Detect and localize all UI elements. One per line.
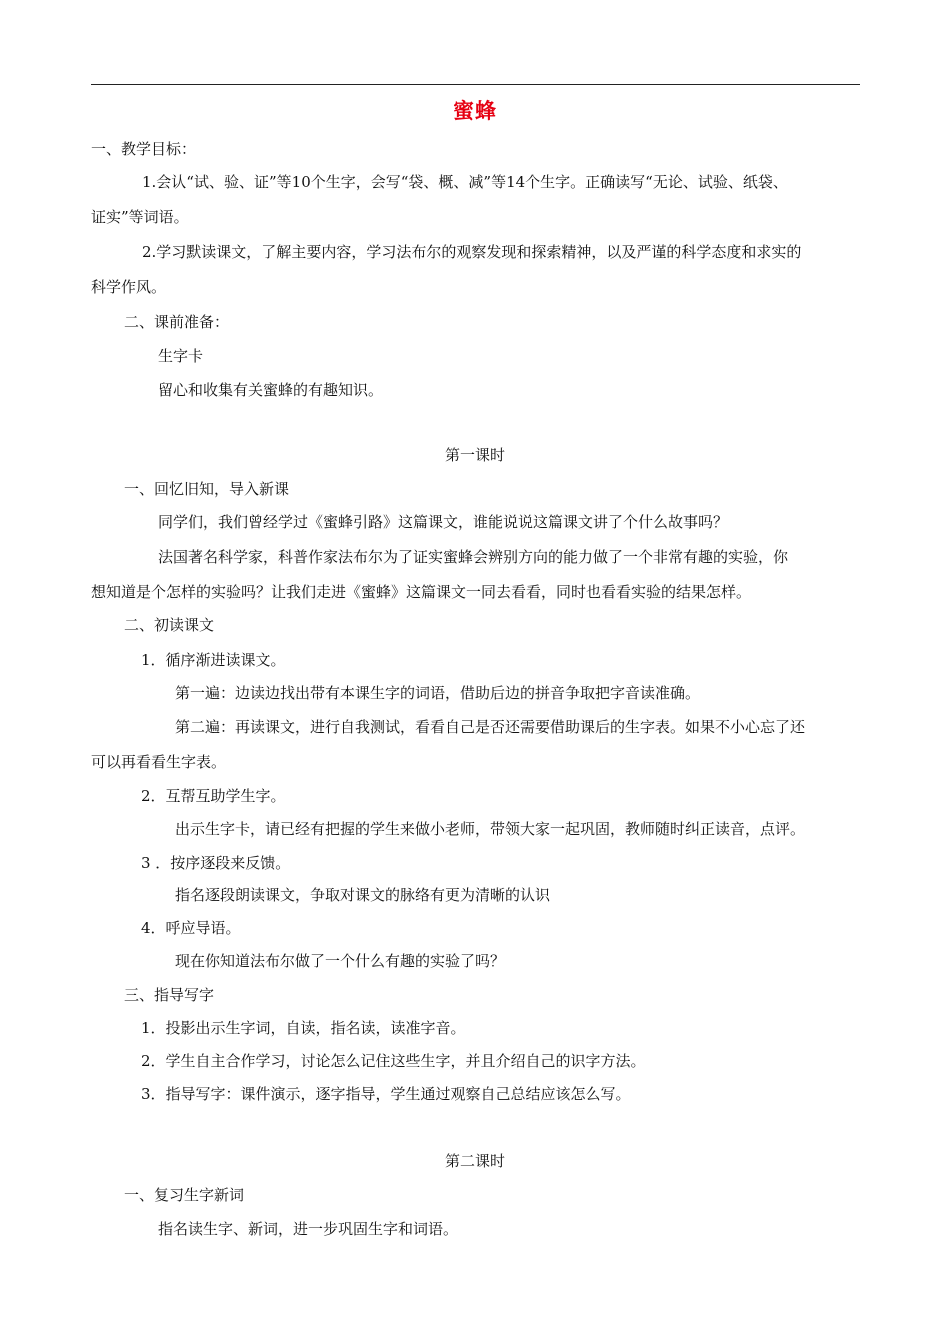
prep-item-2: 留心和收集有关蜜蜂的有趣知识。 (158, 381, 384, 399)
header-rule (91, 84, 860, 85)
lesson-1-section-3-item-2: 2．学生自主合作学习，讨论怎么记住这些生字，并且介绍自己的识字方法。 (141, 1052, 646, 1070)
lesson-2-section-1-paragraph-1: 指名读生字、新词，进一步巩固生字和词语。 (158, 1220, 459, 1238)
lesson-1-section-3-item-1: 1．投影出示生字词，自读，指名读，读准字音。 (141, 1019, 466, 1037)
lesson-1-title: 第一课时 (444, 446, 505, 464)
lesson-1-section-2-item-3-a: 指名逐段朗读课文，争取对课文的脉络有更为清晰的认识 (175, 886, 551, 904)
lesson-2-title: 第二课时 (444, 1152, 505, 1170)
prep-heading: 二、课前准备： (124, 313, 230, 331)
lesson-1-section-1-heading: 一、回忆旧知，导入新课 (124, 480, 290, 498)
lesson-2-section-1-heading: 一、复习生字新词 (124, 1186, 245, 1204)
goals-heading: 一、教学目标： (91, 140, 197, 158)
lesson-1-section-2-item-3: 3 ．按序逐段来反馈。 (141, 854, 291, 872)
lesson-1-section-3-heading: 三、指导写字 (124, 986, 215, 1004)
lesson-1-section-2-item-2-a: 出示生字卡，请已经有把握的学生来做小老师，带领大家一起巩固，教师随时纠正读音，点评。 (175, 820, 806, 838)
lesson-1-section-1-paragraph-1: 同学们，我们曾经学过《蜜蜂引路》这篇课文，谁能说说这篇课文讲了个什么故事吗？ (158, 513, 729, 531)
document-title: 蜜蜂 (453, 99, 497, 123)
lesson-1-section-2-heading: 二、初读课文 (124, 616, 215, 634)
goal-item-1-line-1: 1.会认“试、验、证”等10个生字，会写“袋、概、减”等14个生字。正确读写“无论、试验、纸袋、 (142, 173, 788, 191)
lesson-1-section-2-item-2: 2．互帮互助学生字。 (141, 787, 286, 805)
lesson-1-section-3-item-3: 3．指导写字：课件演示，逐字指导，学生通过观察自己总结应该怎么写。 (141, 1085, 631, 1103)
goal-item-2-line-2: 科学作风。 (91, 278, 167, 296)
lesson-1-section-1-paragraph-2-line-1: 法国著名科学家，科普作家法布尔为了证实蜜蜂会辨别方向的能力做了一个非常有趣的实验，你 (158, 548, 789, 566)
lesson-1-section-2-item-4-a: 现在你知道法布尔做了一个什么有趣的实验了吗？ (175, 952, 506, 970)
lesson-1-section-2-item-1: 1．循序渐进读课文。 (141, 651, 286, 669)
goal-item-1-line-2: 证实”等词语。 (91, 208, 189, 226)
goal-item-2-line-1: 2.学习默读课文，了解主要内容，学习法布尔的观察发现和探索精神，以及严谨的科学态度和求实的 (142, 243, 802, 261)
lesson-1-section-2-item-1-b-line-1: 第二遍：再读课文，进行自我测试，看看自己是否还需要借助课后的生字表。如果不小心忘了还 (175, 718, 806, 736)
lesson-1-section-2-item-1-b-line-2: 可以再看看生字表。 (91, 753, 227, 771)
prep-item-1: 生字卡 (158, 347, 204, 365)
lesson-1-section-2-item-1-a: 第一遍：边读边找出带有本课生字的词语，借助后边的拼音争取把字音读准确。 (175, 684, 701, 702)
lesson-1-section-1-paragraph-2-line-2: 想知道是个怎样的实验吗？让我们走进《蜜蜂》这篇课文一同去看看，同时也看看实验的结果怎样。 (91, 583, 752, 601)
lesson-1-section-2-item-4: 4．呼应导语。 (141, 919, 241, 937)
